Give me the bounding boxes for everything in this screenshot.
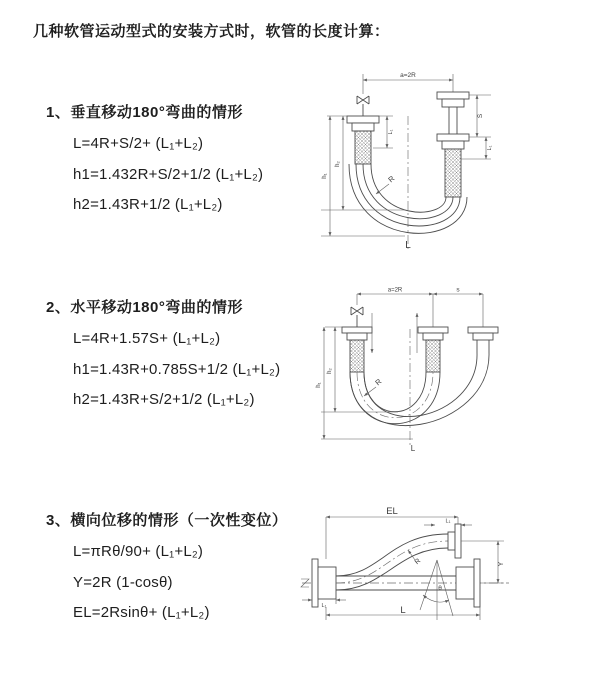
diagram-horizontal-180-bend	[313, 281, 597, 455]
flange-right	[468, 327, 498, 353]
dim-label-h2: h₂	[327, 368, 333, 374]
dim-label-l: L	[400, 605, 406, 616]
valve-icon	[351, 307, 363, 315]
dim-label-l1-left: L₁	[321, 603, 327, 609]
braided-hose-end-left	[355, 131, 371, 164]
section-vertical-movement	[46, 101, 263, 221]
hose-displaced-position	[336, 524, 461, 590]
formula-y: Y=2R (1-cosθ)	[73, 573, 173, 591]
flange-middle	[418, 327, 448, 372]
dim-label-l: L	[410, 444, 416, 453]
dim-label-el: EL	[386, 506, 398, 517]
section-2-heading: 2、水平移动180°弯曲的情形	[46, 299, 243, 316]
flange-left	[312, 559, 336, 607]
formula-h1: h1=1.432R+S/2+1/2 (L₁+L₂)	[73, 165, 264, 183]
formula-h1: h1=1.43R+0.785S+1/2 (L₁+L₂)	[73, 360, 281, 378]
section-horizontal-movement	[46, 296, 280, 416]
dim-label-r: R	[413, 557, 423, 567]
dim-label-r: R	[373, 376, 384, 388]
dim-label-l1-left: L₁	[388, 129, 394, 135]
dim-label-l: L	[405, 240, 411, 251]
flange-right-upper	[437, 92, 469, 99]
dim-label-l1-right: L₁	[487, 145, 493, 151]
section-3-heading: 3、横向位移的情形（一次性变位）	[46, 512, 288, 529]
flange-right-lower	[437, 134, 469, 141]
diagram-lateral-displacement	[298, 503, 597, 661]
formula-l: L=πRθ/90+ (L₁+L₂)	[73, 543, 204, 560]
dim-label-s: s	[456, 286, 460, 294]
diagram-vertical-180-bend	[313, 64, 597, 256]
dim-label-h1: h₁	[316, 382, 322, 388]
formula-h2: h2=1.43R+1/2 (L₁+L₂)	[73, 196, 223, 213]
dim-label-h1: h₁	[322, 173, 328, 179]
dim-label-s: S	[477, 113, 484, 119]
braided-hose-end-right	[445, 149, 461, 197]
dim-label-r: R	[386, 173, 397, 185]
dim-label-a2r: a=2R	[400, 72, 416, 79]
dim-label-y: Y	[498, 561, 505, 567]
dim-label-theta: θ	[438, 585, 442, 592]
section-lateral-displacement	[46, 509, 287, 629]
formula-l: L=4R+1.57S+ (L₁+L₂)	[73, 330, 221, 347]
dim-label-l1-top: L₁	[445, 518, 451, 525]
valve-icon	[357, 96, 369, 104]
formula-el: EL=2Rsinθ+ (L₁+L₂)	[73, 604, 210, 621]
flange-left	[342, 327, 372, 372]
formula-h2: h2=1.43R+S/2+1/2 (L₁+L₂)	[73, 391, 255, 408]
hose-curves	[350, 353, 489, 426]
formula-l: L=4R+S/2+ (L₁+L₂)	[73, 135, 204, 152]
flange-left	[347, 116, 379, 123]
page-title: 几种软管运动型式的安装方式时，软管的长度计算：	[33, 23, 390, 40]
section-1-heading: 1、垂直移动180°弯曲的情形	[46, 104, 243, 121]
dim-label-a2r: a=2R	[387, 287, 403, 294]
dim-label-h2: h₂	[335, 161, 341, 167]
